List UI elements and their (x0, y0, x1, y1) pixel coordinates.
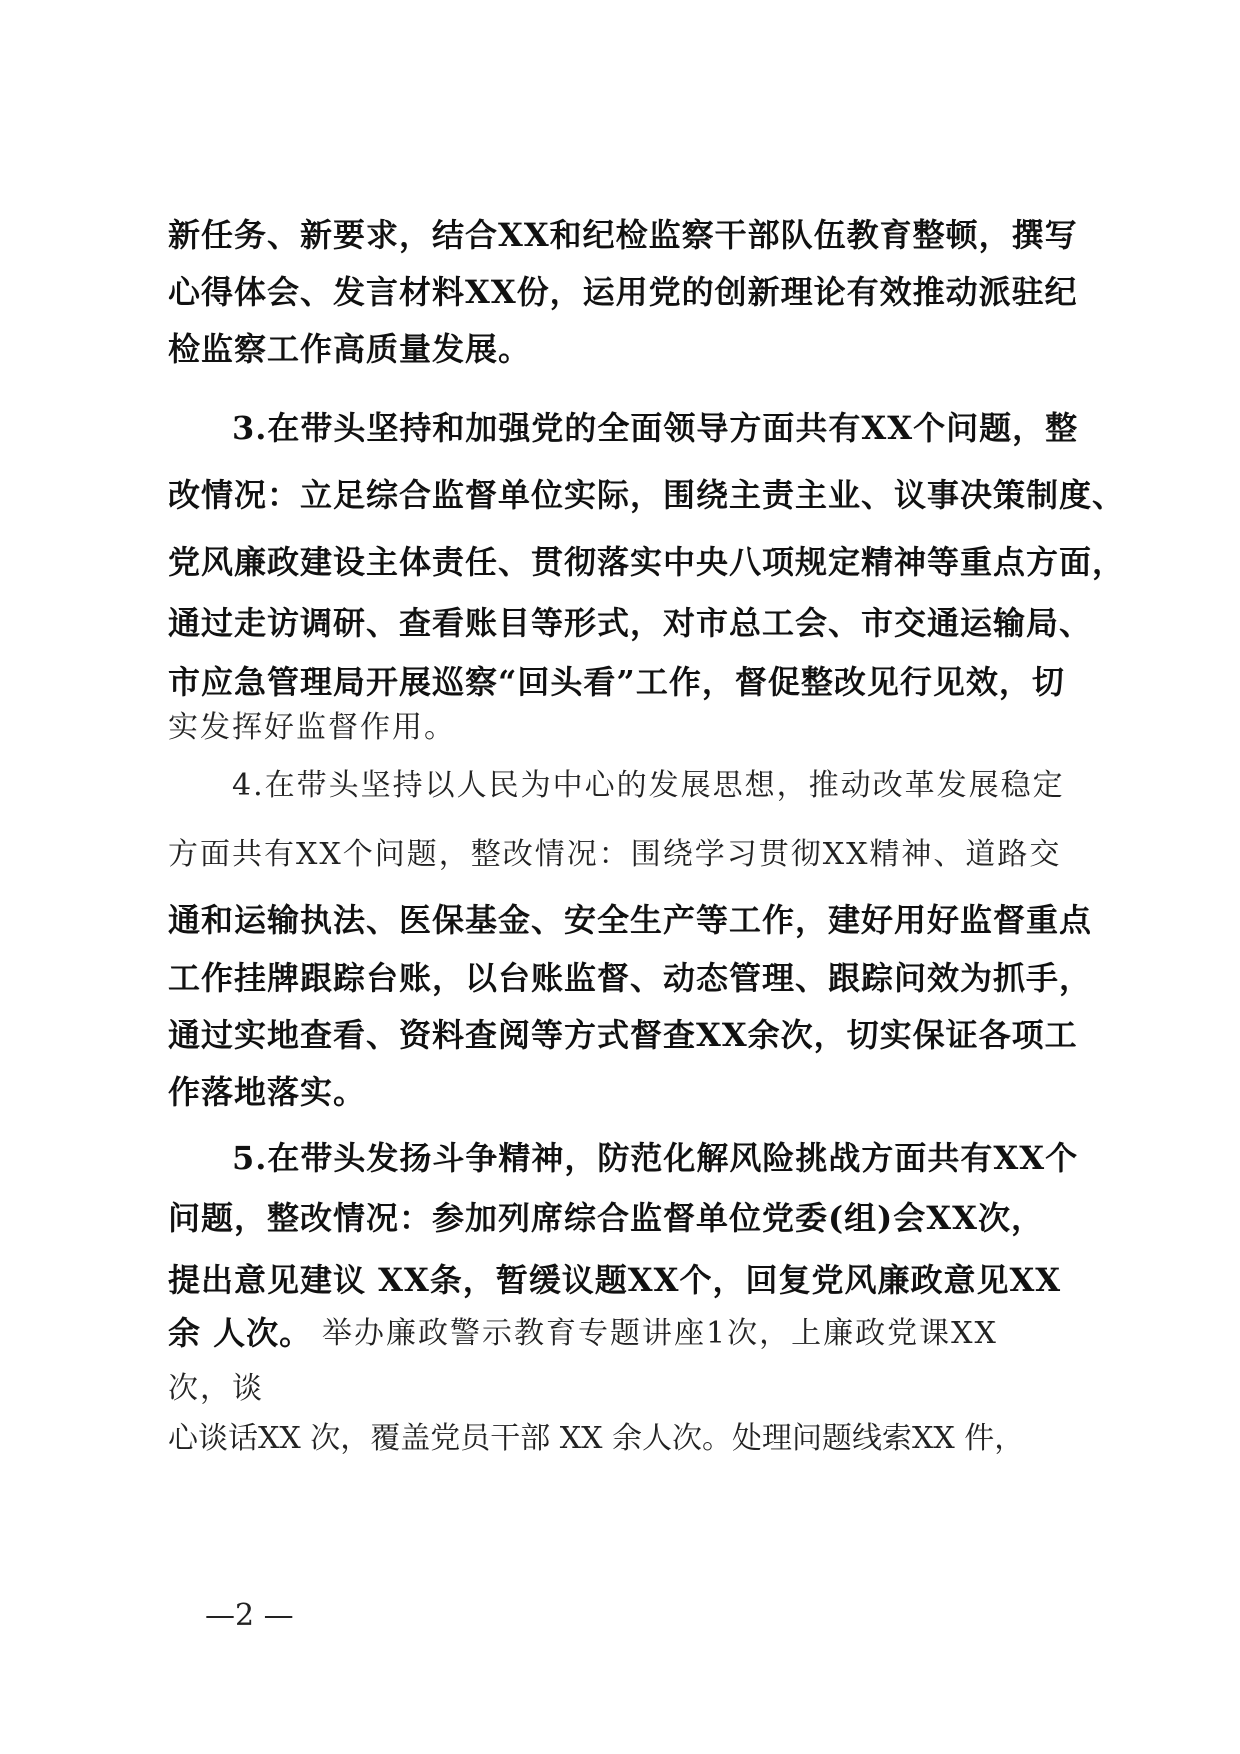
paragraph-line: 通和运输执法、医保基金、安全生产等工作，建好用好监督重点 (168, 901, 1093, 939)
paragraph-line: 余 人次。 (168, 1314, 313, 1352)
paragraph-line: 实发挥好监督作用。 (168, 710, 456, 745)
paragraph-line: 通过走访调研、查看账目等形式，对市总工会、市交通运输局、 (168, 604, 1093, 642)
paragraph-line: 党风廉政建设主体责任、贯彻落实中央八项规定精神等重点方面， (168, 543, 1126, 581)
paragraph-line: 心谈话XX 次，覆盖党员干部 XX 余人次。处理问题线索XX 件， (168, 1421, 1025, 1456)
paragraph-line: 心得体会、发言材料XX份，运用党的创新理论有效推动派驻纪 (168, 273, 1078, 311)
paragraph-line: 新任务、新要求，结合XX和纪检监察干部队伍教育整顿，撰写 (168, 216, 1078, 254)
page-number: —2 — (205, 1598, 294, 1633)
paragraph-line: 举办廉政警示教育专题讲座1次，上廉政党课XX (322, 1316, 998, 1351)
paragraph-line: 5.在带头发扬斗争精神，防范化解风险挑战方面共有XX个 (232, 1139, 1079, 1177)
paragraph-line: 通过实地查看、资料查阅等方式督查XX余次，切实保证各项工 (168, 1016, 1078, 1054)
paragraph-line: 检监察工作高质量发展。 (168, 330, 532, 368)
paragraph-line: 4.在带头坚持以人民为中心的发展思想，推动改革发展稳定 (232, 768, 1065, 803)
paragraph-line: 问题，整改情况：参加列席综合监督单位党委(组)会XX次， (168, 1199, 1044, 1237)
paragraph-line: 作落地落实。 (168, 1073, 367, 1111)
paragraph-line: 改情况：立足综合监督单位实际，围绕主责主业、议事决策制度、 (168, 476, 1126, 514)
paragraph-line: 方面共有XX个问题，整改情况：围绕学习贯彻XX精神、道路交 (168, 837, 1062, 872)
paragraph-line: 3.在带头坚持和加强党的全面领导方面共有XX个问题，整 (232, 409, 1079, 447)
paragraph-line: 提出意见建议 XX条，暂缓议题XX个，回复党风廉政意见XX (168, 1261, 1062, 1299)
paragraph-line: 工作挂牌跟踪台账，以台账监督、动态管理、跟踪问效为抓手， (168, 959, 1093, 997)
paragraph-line: 市应急管理局开展巡察“回头看”工作，督促整改见行见效，切 (168, 663, 1065, 701)
paragraph-line: 次，谈 (168, 1371, 264, 1406)
